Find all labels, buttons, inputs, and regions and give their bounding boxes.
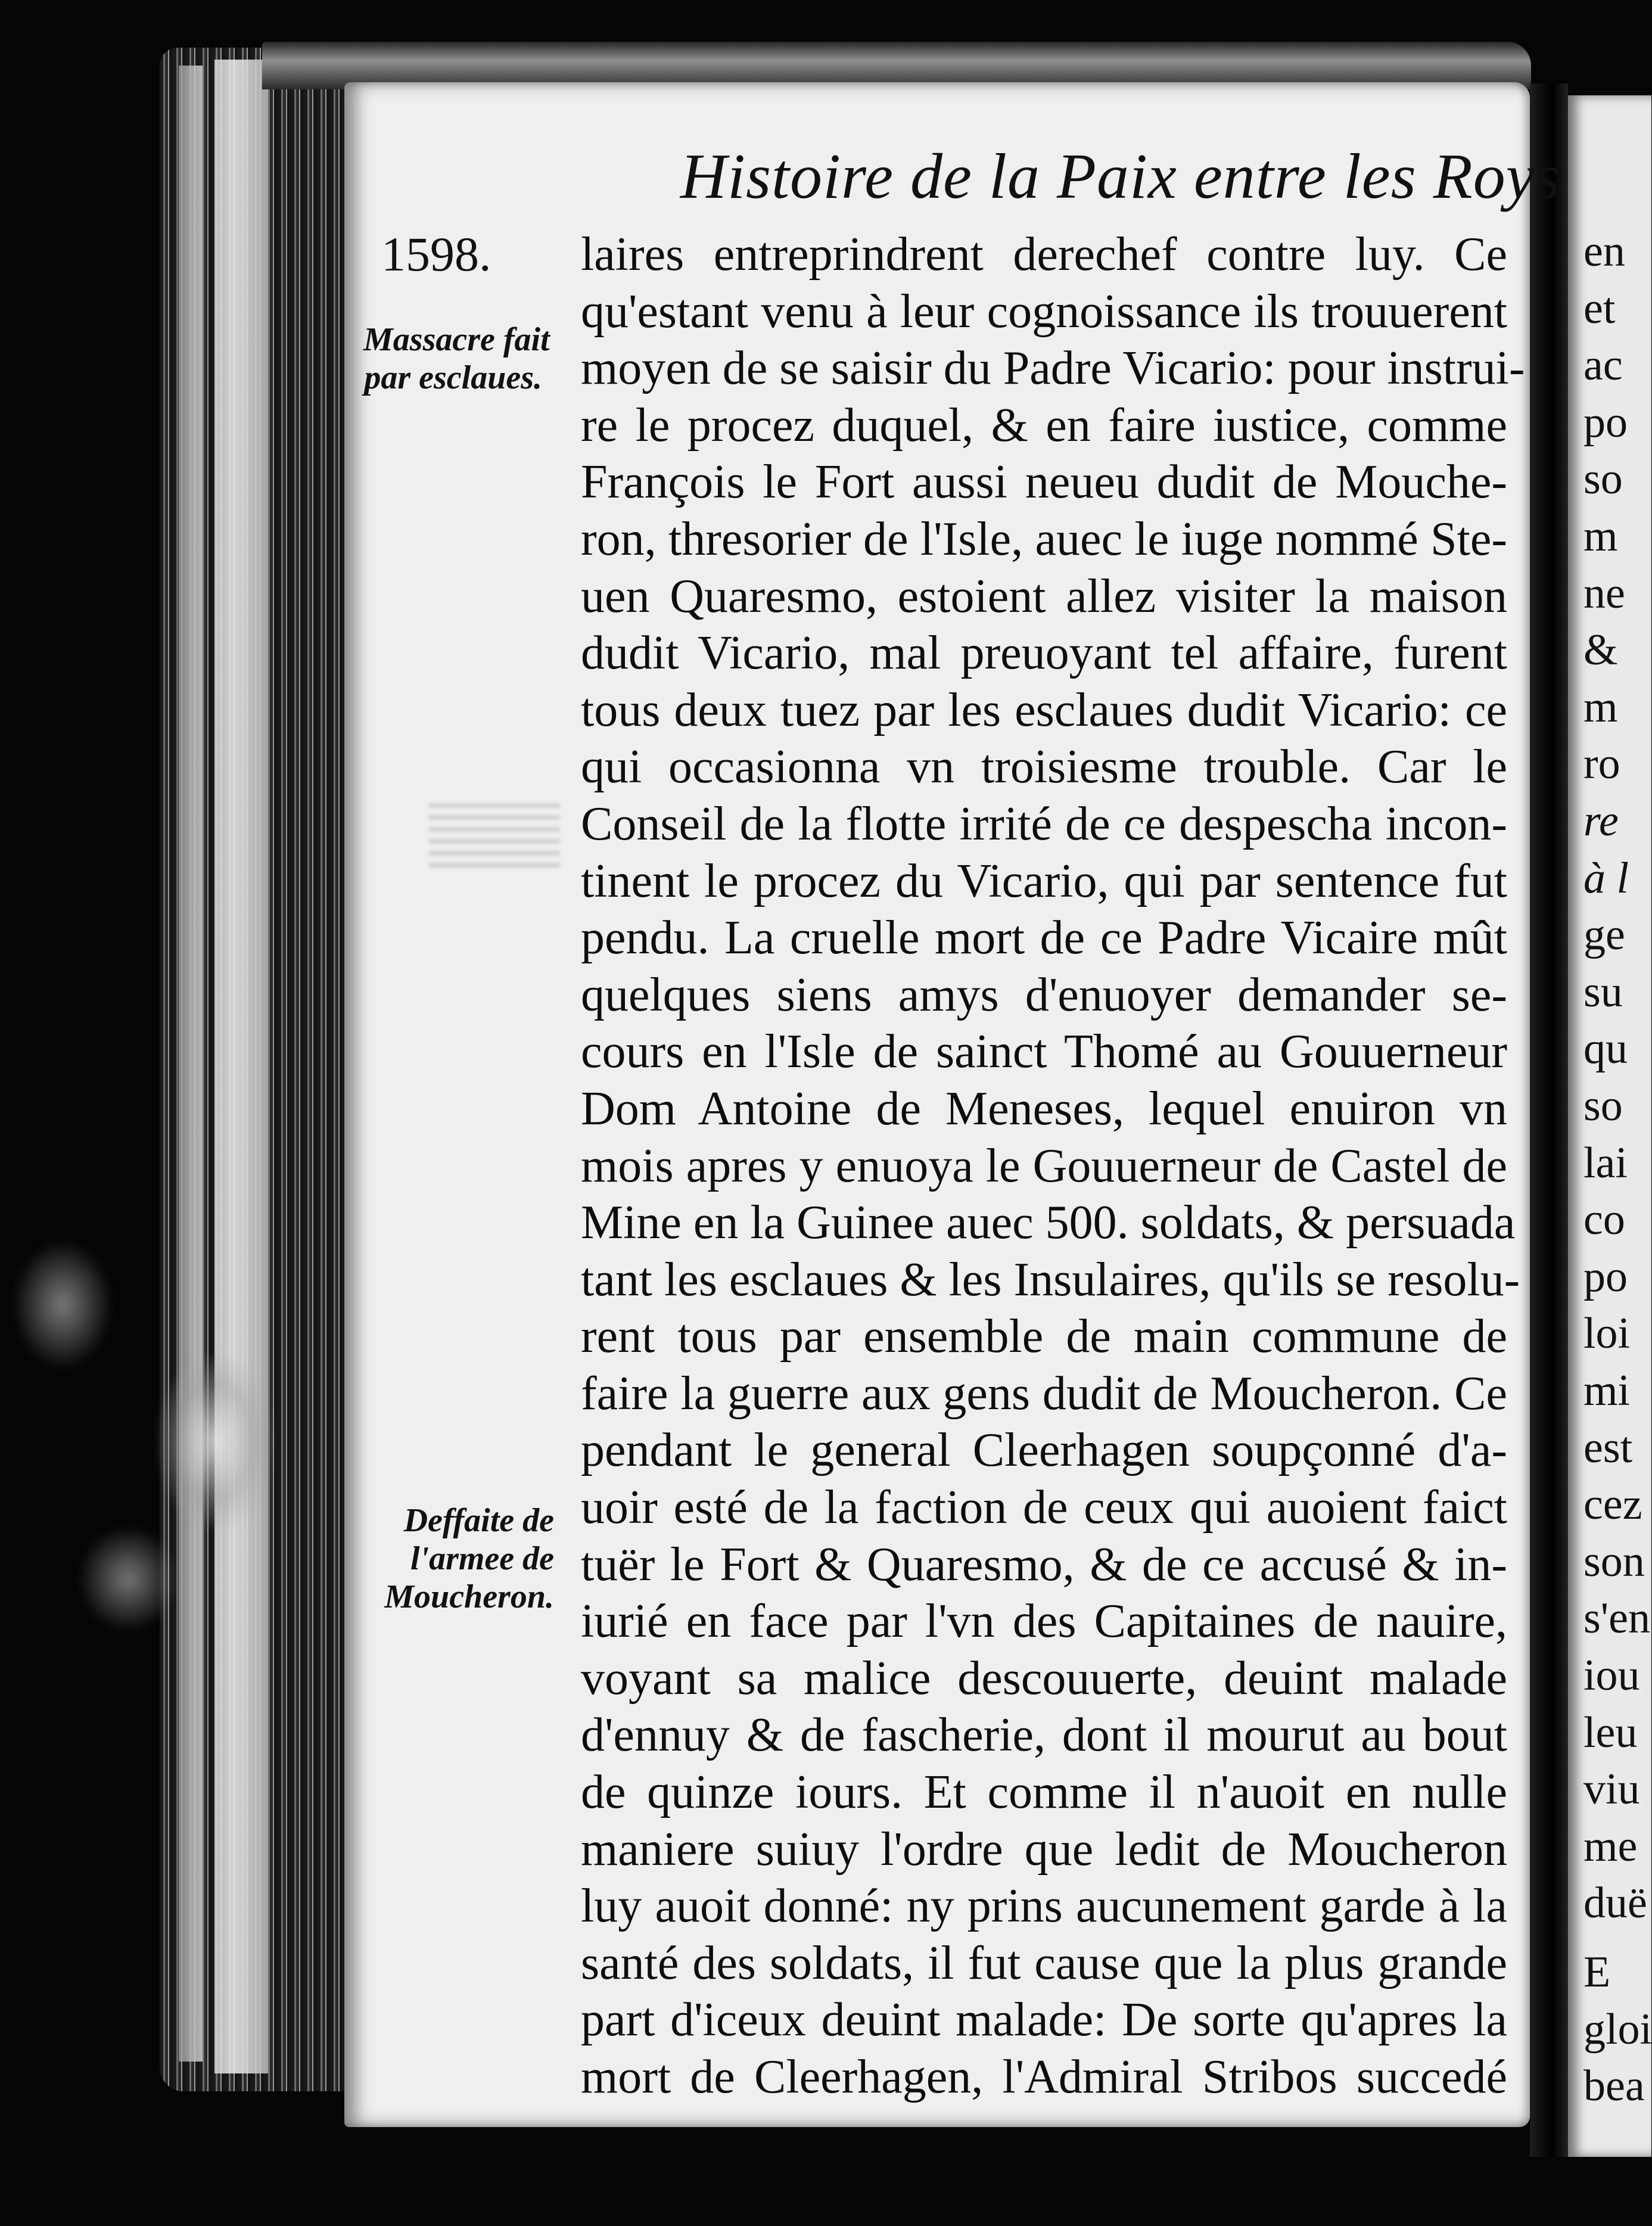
adjacent-page-fragment: so [1583, 1081, 1623, 1130]
adjacent-page-fragment: so [1583, 455, 1623, 504]
text-line: mort de Cleerhagen, l'Admiral Stribos succedé [581, 2051, 1507, 2103]
adjacent-page-fragment: po [1583, 397, 1628, 447]
adjacent-page-fragment: son [1583, 1537, 1645, 1586]
stain-mark [12, 1239, 113, 1370]
adjacent-page-fragment: ne [1583, 568, 1625, 618]
text-line: part d'iceux deuint malade: De sorte qu'apres la [581, 1994, 1507, 2047]
page-edge-strip [214, 60, 268, 2073]
text-line: re le procez duquel, & en faire iustice, comme [581, 399, 1507, 452]
adjacent-page-fragment: re [1583, 797, 1619, 845]
text-line: Dom Antoine de Meneses, lequel enuiron vn [581, 1082, 1507, 1135]
adjacent-page-fragment: s'en [1583, 1594, 1650, 1643]
side-note-massacre [363, 321, 550, 397]
side-note-line: l'armee de [410, 1540, 554, 1577]
adjacent-page-fragment: duë [1583, 1879, 1647, 1928]
text-line: tuër le Fort & Quaresmo, & de ce accusé & in- [581, 1538, 1507, 1591]
text-line: voyant sa malice descouuerte, deuint malade [581, 1652, 1507, 1705]
adjacent-page-fragment: & [1583, 626, 1618, 675]
text-line: Mine en la Guinee auec 500. soldats, & persuada [581, 1196, 1516, 1249]
adjacent-page-fragment: cez [1583, 1480, 1642, 1529]
side-note-line: Deffaite de [403, 1502, 554, 1539]
stain-mark [77, 1525, 179, 1633]
adjacent-page-fragment: me [1583, 1821, 1638, 1871]
book-gutter [1530, 83, 1568, 2157]
text-line: tant les esclaues & les Insulaires, qu'ils se resolu- [581, 1253, 1520, 1306]
text-line: François le Fort aussi neueu dudit de Mouche- [581, 456, 1507, 509]
text-line: iurié en face par l'vn des Capitaines de nauire, [581, 1595, 1507, 1648]
text-line: pendu. La cruelle mort de ce Padre Vicaire mût [581, 912, 1507, 965]
text-line: qui occasionna vn troisiesme trouble. Car le [581, 741, 1507, 794]
adjacent-page-fragment: m [1583, 682, 1618, 732]
side-note-line: par esclaues. [364, 359, 542, 396]
page-edge-light-strip [179, 66, 203, 2062]
running-title: Histoire de la Paix entre les Roys [680, 141, 1561, 212]
stain-mark [155, 1353, 274, 1531]
text-line: tous deux tuez par les esclaues dudit Vicario: ce [581, 683, 1507, 736]
side-note-deffaite [381, 1501, 554, 1616]
adjacent-page-fragment: bea [1583, 2062, 1645, 2111]
adjacent-page-fragment: gloi [1583, 2004, 1652, 2054]
adjacent-page-fragment: ro [1583, 739, 1620, 789]
adjacent-page-fragment: ge [1583, 910, 1625, 960]
text-line: uoir esté de la faction de ceux qui auoient faict [581, 1481, 1507, 1534]
text-line: laires entreprindrent derechef contre luy. Ce [581, 228, 1507, 281]
text-line: mois apres y enuoya le Gouuerneur de Castel de [581, 1139, 1507, 1192]
adjacent-page-fragment: m [1583, 512, 1618, 561]
text-line: tinent le procez du Vicario, qui par sentence fut [581, 854, 1507, 907]
margin-year: 1598. [381, 227, 491, 281]
adjacent-page-fragment: ac [1583, 341, 1623, 390]
adjacent-page-fragment: est [1583, 1423, 1633, 1472]
adjacent-page-fragment: po [1583, 1252, 1628, 1301]
text-line: luy auoit donné: ny prins aucunement garde à la [581, 1880, 1507, 1933]
adjacent-page-fragment: qu [1583, 1024, 1628, 1074]
text-line: cours en l'Isle de sainct Thomé au Gouuerneur [581, 1025, 1507, 1078]
text-line: faire la guerre aux gens dudit de Moucheron. Ce [581, 1367, 1507, 1420]
adjacent-page-fragment: loi [1583, 1309, 1631, 1358]
body-text [581, 226, 1525, 2106]
text-line: d'ennuy & de fascherie, dont il mourut au bout [581, 1709, 1507, 1762]
text-line: rent tous par ensemble de main commune de [581, 1310, 1507, 1363]
side-note-line: Moucheron. [384, 1578, 554, 1615]
text-line: uen Quaresmo, estoient allez visiter la maison [581, 570, 1507, 623]
text-line: de quinze iours. Et comme il n'auoit en nulle [581, 1766, 1507, 1819]
adjacent-page-fragment: lai [1583, 1138, 1628, 1187]
adjacent-page-fragment: à l [1583, 853, 1629, 903]
text-line: qu'estant venu à leur cognoissance ils trouuerent [581, 285, 1507, 338]
text-line: Conseil de la flotte irrité de ce despescha incon- [581, 797, 1507, 850]
adjacent-page-fragment: en [1583, 227, 1625, 276]
text-line: ron, thresorier de l'Isle, auec le iuge nommé Ste- [581, 512, 1507, 565]
adjacent-page-fragment: leu [1583, 1708, 1638, 1757]
adjacent-page-fragment: mi [1583, 1366, 1631, 1415]
adjacent-page-fragment: iou [1583, 1651, 1640, 1700]
adjacent-page-fragment: et [1583, 284, 1616, 333]
adjacent-page-fragment: co [1583, 1195, 1625, 1245]
adjacent-page-fragment: su [1583, 967, 1623, 1016]
adjacent-page-fragment: viu [1583, 1765, 1640, 1814]
bleed-through-note [429, 803, 560, 875]
text-line: pendant le general Cleerhagen soupçonné d'a- [581, 1424, 1507, 1477]
side-note-line: Massacre fait [363, 321, 550, 358]
adjacent-page-fragment: E [1583, 1948, 1611, 1997]
text-line: moyen de se saisir du Padre Vicario: pour instrui- [581, 342, 1525, 395]
text-line: quelques siens amys d'enuoyer demander se- [581, 968, 1507, 1021]
text-line: maniere suiuy l'ordre que ledit de Moucheron [581, 1823, 1507, 1876]
text-line: dudit Vicario, mal preuoyant tel affaire, furent [581, 627, 1507, 680]
text-line: santé des soldats, il fut cause que la plus grande [581, 1936, 1507, 1989]
